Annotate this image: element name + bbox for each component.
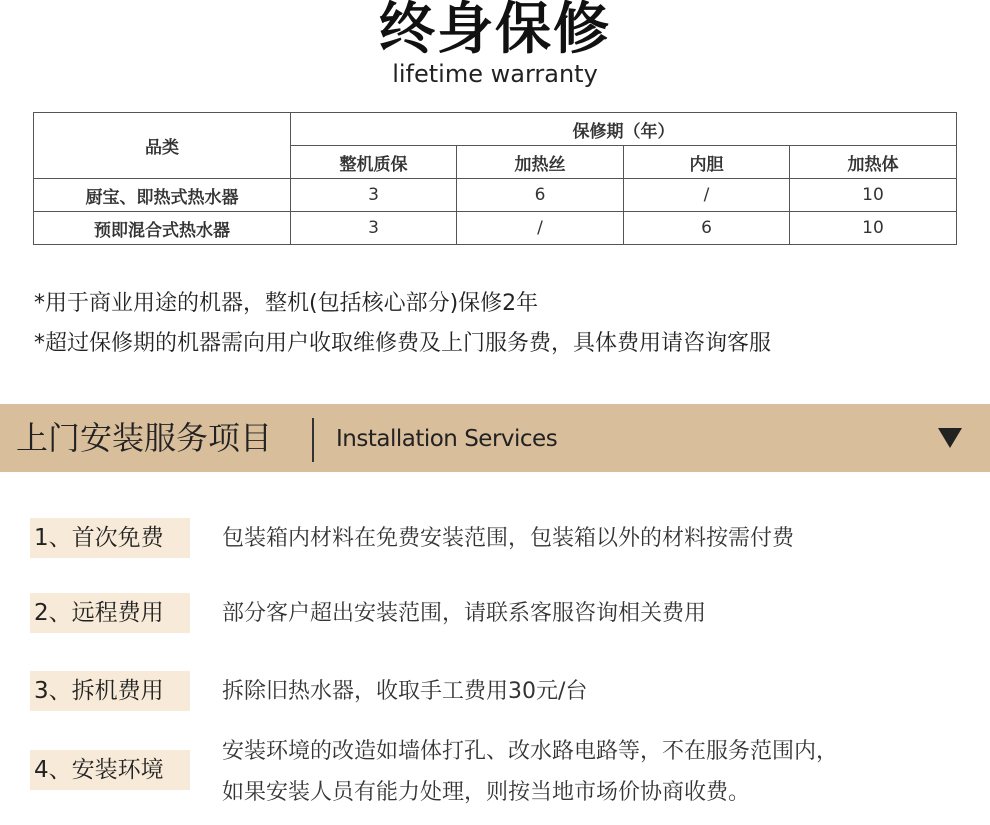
service-desc-removal-fee: 拆除旧热水器，收取手工费用30元/台 <box>222 679 588 704</box>
banner-title-en: Installation Services <box>336 426 558 452</box>
table-cell: 6 <box>624 212 790 245</box>
column-header: 加热体 <box>790 146 957 179</box>
row-category: 预即混合式热水器 <box>34 212 291 245</box>
table-row <box>34 212 957 245</box>
page-subtitle: lifetime warranty <box>392 60 598 88</box>
table-cell: 6 <box>457 179 624 212</box>
warranty-table <box>33 112 957 245</box>
service-label-removal-fee: 3、拆机费用 <box>30 671 190 711</box>
table-cell: 10 <box>790 212 957 245</box>
service-desc-remote-fee: 部分客户超出安装范围，请联系客服咨询相关费用 <box>222 601 707 626</box>
column-header: 加热丝 <box>457 146 624 179</box>
table-cell: 3 <box>291 179 457 212</box>
warranty-notes <box>34 284 771 364</box>
table-cell: 10 <box>790 179 957 212</box>
banner-divider <box>312 418 314 462</box>
installation-services-banner[interactable] <box>0 404 990 472</box>
banner-title-cn: 上门安装服务项目 <box>16 419 273 457</box>
column-header: 整机质保 <box>291 146 457 179</box>
service-label-remote-fee: 2、远程费用 <box>30 593 190 633</box>
service-label-environment: 4、安装环境 <box>30 750 190 790</box>
service-desc-environment-line1: 安装环境的改造如墙体打孔、改水路电路等，不在服务范围内， <box>222 739 839 764</box>
period-header: 保修期（年） <box>291 113 957 146</box>
note-commercial: *用于商业用途的机器，整机(包括核心部分)保修2年 <box>34 291 539 316</box>
table-cell: 3 <box>291 212 457 245</box>
note-out-of-warranty: *超过保修期的机器需向用户收取维修费及上门服务费，具体费用请咨询客服 <box>34 331 772 356</box>
service-desc-first-free: 包装箱内材料在免费安装范围，包装箱以外的材料按需付费 <box>222 526 795 551</box>
column-header: 内胆 <box>624 146 790 179</box>
service-desc-environment-line2: 如果安装人员有能力处理，则按当地市场价协商收费。 <box>222 780 751 805</box>
table-cell: / <box>624 179 790 212</box>
table-cell: / <box>457 212 624 245</box>
table-row <box>34 179 957 212</box>
category-header: 品类 <box>34 113 291 179</box>
service-label-first-free: 1、首次免费 <box>30 518 190 558</box>
row-category: 厨宝、即热式热水器 <box>34 179 291 212</box>
page-title: 终身保修 <box>379 0 611 62</box>
triangle-down-icon[interactable] <box>938 428 962 448</box>
